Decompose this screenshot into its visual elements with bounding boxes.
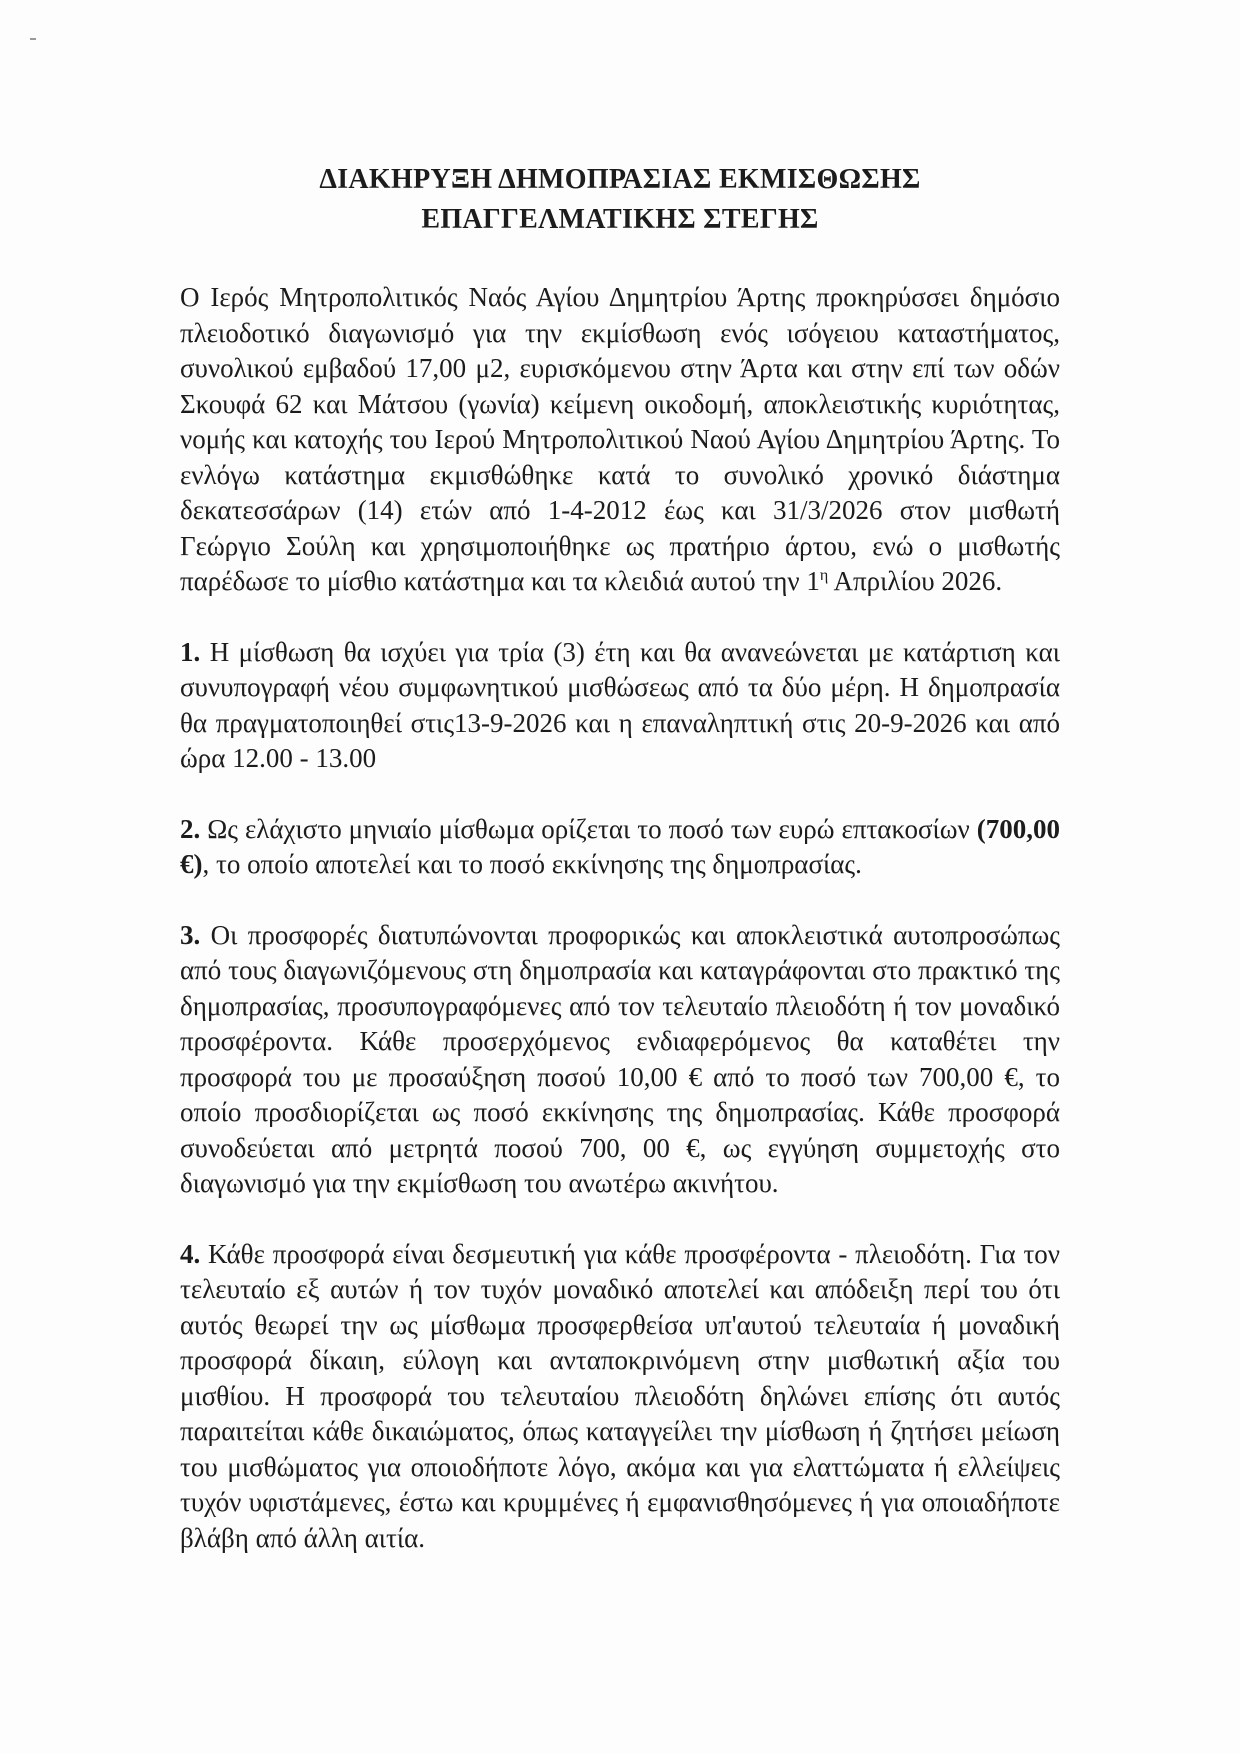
- clause-1-text: Η μίσθωση θα ισχύει για τρία (3) έτη και θα ανανεώνεται με κατάρτιση και συνυπογραφή νέου συμφωνητικού μισθώσεως από τα δύο μέρη. Η δημοπρασία θα πραγματοποιηθεί στις13-9-2026 και η επαναληπτική στις 20-9-2026 και από ώρα 12.00 - 13.00: [180, 636, 1061, 773]
- clause-2: [180, 812, 1060, 883]
- clause-4: [180, 1237, 1060, 1557]
- clause-2-amount: (700,00 €): [180, 813, 1060, 879]
- clause-2-number: 2.: [180, 813, 201, 844]
- document-title: [180, 160, 1060, 240]
- clause-4-number: 4.: [180, 1238, 201, 1269]
- intro-paragraph: [180, 280, 1060, 600]
- clause-2-text-a: Ως ελάχιστο μηνιαίο μίσθωμα ορίζεται το ποσό των ευρώ επτακοσίων: [207, 813, 977, 844]
- clause-2-text-b: , το οποίο αποτελεί και το ποσό εκκίνησης της δημοπρασίας.: [202, 849, 862, 879]
- clause-3-number: 3.: [180, 919, 201, 950]
- intro-text: Ο Ιερός Μητροπολιτικός Ναός Αγίου Δημητρίου Άρτης προκηρύσσει δημόσιο πλειοδοτικό διαγωνισμό για την εκμίσθωση ενός ισόγειου καταστήματος, συνολικού εμβαδού 17,00 μ2, ευρισκόμενου στην Άρτα και στην επί των οδών Σκουφά 62 και Μάτσου (γωνία) κείμενη οικοδομή, αποκλειστικής κυριότητας, νομής και κατοχής του Ιερού Μητροπολιτικού Ναού Αγίου Δημητρίου Άρτης. Το ενλόγω κατάστημα εκμισθώθηκε κατά το συνολικό χρονικό διάστημα δεκατεσσάρων (14) ετών από 1-4-2012 έως και 31/3/2026 στον μισθωτή Γεώργιο Σούλη και χρησιμοποιήθηκε ως πρατήριο άρτου, ενώ ο μισθωτής παρέδωσε το μίσθιο κατάστημα και τα κλειδιά αυτού την 1: [180, 282, 1060, 596]
- title-line-2: ΕΠΑΓΓΕΛΜΑΤΙΚΗΣ ΣΤΕΓΗΣ: [421, 204, 819, 235]
- clause-3: [180, 918, 1060, 1202]
- intro-text-end: Απριλίου 2026.: [828, 566, 1003, 596]
- clause-1: [180, 635, 1060, 777]
- scan-artifact-mark: [30, 38, 36, 40]
- clause-4-text: Κάθε προσφορά είναι δεσμευτική για κάθε προσφέροντα - πλειοδότη. Για τον τελευταίο εξ αυτών ή τον τυχόν μοναδικό αποτελεί και απόδειξη περί του ότι αυτός θεωρεί την ως μίσθωμα προσφερθείσα υπ'αυτού τελευταία ή μοναδική προσφορά δίκαιη, εύλογη και ανταποκρινόμενη στην μισθωτική αξία του μισθίου. Η προσφορά του τελευταίου πλειοδότη δηλώνει επίσης ότι αυτός παραιτείται κάθε δικαιώματος, όπως καταγγείλει την μίσθωση ή ζητήσει μείωση του μισθώματος για οποιοδήποτε λόγο, ακόμα και για ελαττώματα ή ελλείψεις τυχόν υφιστάμενες, έστω και κρυμμένες ή εμφανισθησόμενες ή για οποιαδήποτε βλάβη από άλλη αιτία.: [180, 1238, 1061, 1553]
- clause-1-number: 1.: [180, 636, 201, 667]
- intro-superscript: η: [819, 567, 829, 584]
- clause-3-text: Οι προσφορές διατυπώνονται προφορικώς και αποκλειστικά αυτοπροσώπως από τους διαγωνιζόμενους στη δημοπρασία και καταγράφονται στο πρακτικό της δημοπρασίας, προσυπογραφόμενες από τον τελευταίο πλειοδότη ή τον μοναδικό προσφέροντα. Κάθε προσερχόμενος ενδιαφερόμενος θα καταθέτει την προσφορά του με προσαύξηση ποσού 10,00 € από το ποσό των 700,00 €, το οποίο προσδιορίζεται ως ποσό εκκίνησης της δημοπρασίας. Κάθε προσφορά συνοδεύεται από μετρητά ποσού 700, 00 €, ως εγγύηση συμμετοχής στο διαγωνισμό για την εκμίσθωση του ανωτέρω ακινήτου.: [180, 919, 1060, 1198]
- title-line-1: ΔΙΑΚΗΡΥΞΗ ΔΗΜΟΠΡΑΣΙΑΣ ΕΚΜΙΣΘΩΣΗΣ: [319, 164, 921, 195]
- document-body: [180, 280, 1060, 1591]
